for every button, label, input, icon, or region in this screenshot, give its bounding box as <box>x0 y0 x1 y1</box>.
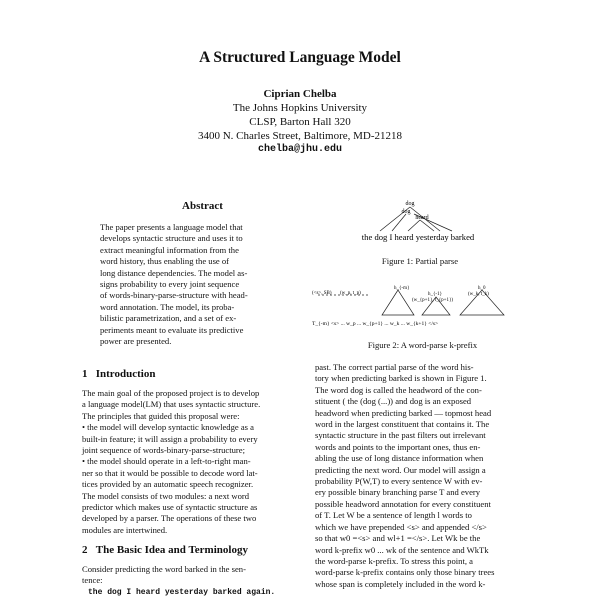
abstract-line: develops syntactic structure and uses it to <box>100 233 243 244</box>
right-column-line: the word-parse k-prefix. To stress this point, a <box>315 555 473 566</box>
figure-1-node: dog <box>401 209 411 215</box>
paper-title: A Structured Language Model <box>199 49 401 66</box>
right-column-line: word in the largest constituent that contains it. The <box>315 419 490 430</box>
figure-2-bottom: T_{-m} <s> ... w_p ... w_{p+1} ... w_k ... w_{k+1} </s> <box>312 321 439 327</box>
section-title: Introduction <box>95 368 156 380</box>
section-2-line: Consider predicting the word barked in the sen- <box>82 564 246 574</box>
figure-2-caption: Figure 2: A word-parse k-prefix <box>367 340 478 350</box>
section-2-line: tence: <box>82 575 103 586</box>
figure-2-label: h_{-m} <box>394 286 410 291</box>
abstract-line: bilistic parametrization, and a set of ex- <box>100 313 237 324</box>
figure-2-kprefix <box>310 285 550 335</box>
intro-line: The principles that guided this proposal were: <box>82 410 240 421</box>
abstract-line: extract meaningful information from the <box>100 244 239 255</box>
author-address-2: 3400 N. Charles Street, Baltimore, MD-21218 <box>197 130 403 142</box>
figure-1-node: dog <box>405 201 415 207</box>
intro-line: • the model will develop syntactic knowledge as a <box>82 422 254 433</box>
abstract-body <box>100 222 305 347</box>
abstract-line: of words-binary-parse-structure with head- <box>100 290 248 301</box>
section-2-heading <box>82 544 248 556</box>
right-column-line: headword when predicting barked — topmost head <box>315 407 492 418</box>
figure-1-caption: Figure 1: Partial parse <box>381 256 459 266</box>
right-column-line: ery possible binary branching parse T and every <box>315 487 481 498</box>
figure-2-label: (w_p, t_p) <box>340 291 361 296</box>
author-affiliation: The Johns Hopkins University <box>232 102 368 114</box>
right-column-line: words and points to the important ones, thus en- <box>315 441 481 452</box>
right-column-line: stituent ( the (dog (...)) and dog is an exposed <box>315 396 472 407</box>
intro-line: predictor which makes use of syntactic structure as <box>82 502 258 513</box>
right-column-line: possible headword annotation for every constituent <box>315 498 491 509</box>
intro-line: ner so that it would be possible to decode word lat- <box>82 467 258 478</box>
right-column-line: which we have prepended <s> and appended </s> <box>315 521 487 532</box>
right-column-body <box>315 362 525 590</box>
right-column-line: tory when predicting barked is shown in Figure 1. <box>315 373 487 384</box>
section-number: 1 <box>82 368 88 380</box>
figure-1-node: heard <box>415 215 429 221</box>
section-2-body <box>82 564 307 598</box>
figure-1-parse-tree <box>340 195 500 245</box>
figure-2-label: (w_{p+1}, t_{p+1}) <box>412 298 454 303</box>
right-column-line: of T. Let W be a sentence of length l words to <box>315 510 472 521</box>
right-column-line: probability P(W,T) to every sentence W with ev- <box>315 476 483 487</box>
abstract-line: long distance dependencies. The model as- <box>100 267 248 278</box>
right-column-line: The word dog is called the headword of the con- <box>315 384 482 395</box>
right-column-line: syntactic structure in the past filters out irrelevant <box>315 430 486 441</box>
abstract-line: power are presented. <box>100 336 172 347</box>
right-column-line: predicting the next word. Our model will assign a <box>315 464 486 475</box>
intro-line: tices provided by an automatic speech recognizer. <box>82 479 254 490</box>
abstract-line: word history, thus enabling the use of <box>100 256 230 267</box>
figure-1-sentence: the dog I heard yesterday barked <box>361 232 475 242</box>
author-name: Ciprian Chelba <box>263 88 337 100</box>
author-address-1: CLSP, Barton Hall 320 <box>249 116 351 128</box>
figure-2-label: h_0 <box>478 286 486 291</box>
right-column-line: past. The correct partial parse of the word his- <box>315 362 474 372</box>
intro-line: • the model should operate in a left-to-right man- <box>82 456 251 467</box>
abstract-heading: Abstract <box>182 200 223 212</box>
right-column-line: so that w0 =<s> and wl+1 =</s>. Let Wk be the <box>315 533 481 544</box>
author-email: chelba@jhu.edu <box>257 144 342 155</box>
figure-2-label: h_{-1} <box>428 292 442 297</box>
abstract-line: word annotation. The model, its proba- <box>100 301 235 312</box>
figure-2-label: (<s>, SB) <box>312 291 332 296</box>
intro-line: modules are intertwined. <box>82 524 168 535</box>
intro-line: a language model(LM) that uses syntactic structure. <box>82 399 261 410</box>
right-column-line: whose span is completely included in the word k- <box>315 578 486 589</box>
right-column-line: word k-prefix w0 ... wk of the sentence and WkTk <box>315 544 489 555</box>
intro-line: joint sequence of words-binary-parse-structure; <box>82 445 245 456</box>
intro-line: built-in feature; it will assign a probability to every <box>82 433 258 444</box>
example-sentence: the dog I heard yesterday barked again. <box>88 587 276 597</box>
abstract-line: periments meant to evaluate its predictive <box>100 324 244 335</box>
abstract-line: signs probability to every joint sequence <box>100 279 240 290</box>
figure-2-label: (w_k, t_k) <box>468 292 489 297</box>
right-column-line: abling the use of long distance information when <box>315 453 484 464</box>
section-number: 2 <box>82 544 88 556</box>
intro-line: The main goal of the proposed project is to develop <box>82 388 260 398</box>
abstract-line: The paper presents a language model that <box>100 222 243 232</box>
intro-line: The model consists of two modules: a next word <box>82 490 250 501</box>
intro-body <box>82 388 307 536</box>
right-column-line: word-parse k-prefix contains only those binary trees <box>315 567 495 578</box>
section-title: The Basic Idea and Terminology <box>95 544 248 556</box>
section-1-heading <box>82 368 155 380</box>
intro-line: developed by a parser. The operations of these two <box>82 513 257 524</box>
